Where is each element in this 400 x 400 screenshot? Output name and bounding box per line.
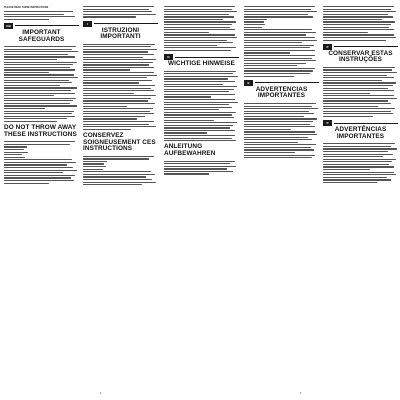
column-4: [244, 6, 319, 392]
intro-block: [4, 6, 79, 20]
section-title: ANLEITUNG AUFBEWAHREN: [164, 143, 216, 157]
column-2: [83, 6, 158, 392]
body-text: [164, 6, 239, 51]
divider: [255, 82, 319, 83]
body-text: [323, 67, 398, 117]
section-title: CONSERVAR ESTAS INSTRUÇÕES: [328, 49, 393, 64]
divider: [94, 23, 158, 24]
section-title: ISTRUZIONI IMPORTANTI: [100, 26, 141, 41]
body-text: [83, 44, 158, 130]
body-text: [4, 46, 79, 122]
page-number-left: 2: [100, 392, 102, 395]
divider: [334, 123, 398, 124]
page-number-right: 3: [300, 392, 302, 395]
language-badge: P: [323, 44, 332, 50]
section-title: ADVERTENCIAS IMPORTANTES: [255, 85, 308, 100]
section-header: [323, 44, 398, 50]
section-title: DO NOT THROW AWAY THESE INSTRUCTIONS: [4, 124, 77, 138]
column-3: [164, 6, 239, 392]
divider: [15, 25, 79, 26]
body-text: [244, 103, 319, 158]
body-text: [4, 141, 79, 183]
section-header: [83, 21, 158, 27]
language-badge: P: [323, 120, 332, 126]
section-title: ADVERTÊNCIAS IMPORTANTES: [334, 126, 387, 140]
language-badge: I: [83, 21, 92, 27]
body-text: [323, 6, 398, 41]
body-text: [164, 161, 239, 175]
body-text: [83, 6, 158, 18]
language-badge: D: [164, 54, 173, 60]
body-text: [244, 6, 319, 77]
body-text: [323, 143, 398, 183]
section-title: WICHTIGE HINWEISE: [167, 60, 236, 68]
body-text: [83, 156, 158, 186]
section-header: [244, 80, 319, 86]
section-title: CONSERVEZ SOIGNEUSEMENT CES INSTRUCTIONS: [83, 131, 156, 153]
section-title: IMPORTANT SAFEGUARDS: [18, 28, 65, 43]
language-badge: GB: [4, 23, 13, 29]
body-text: [164, 71, 239, 142]
divider: [175, 57, 239, 58]
intro-line: PLEASE READ THESE INSTRUCTIONS: [4, 6, 49, 9]
column-1: [4, 6, 79, 392]
language-badge: E: [244, 80, 253, 86]
column-5: [323, 6, 398, 392]
divider: [334, 46, 398, 47]
